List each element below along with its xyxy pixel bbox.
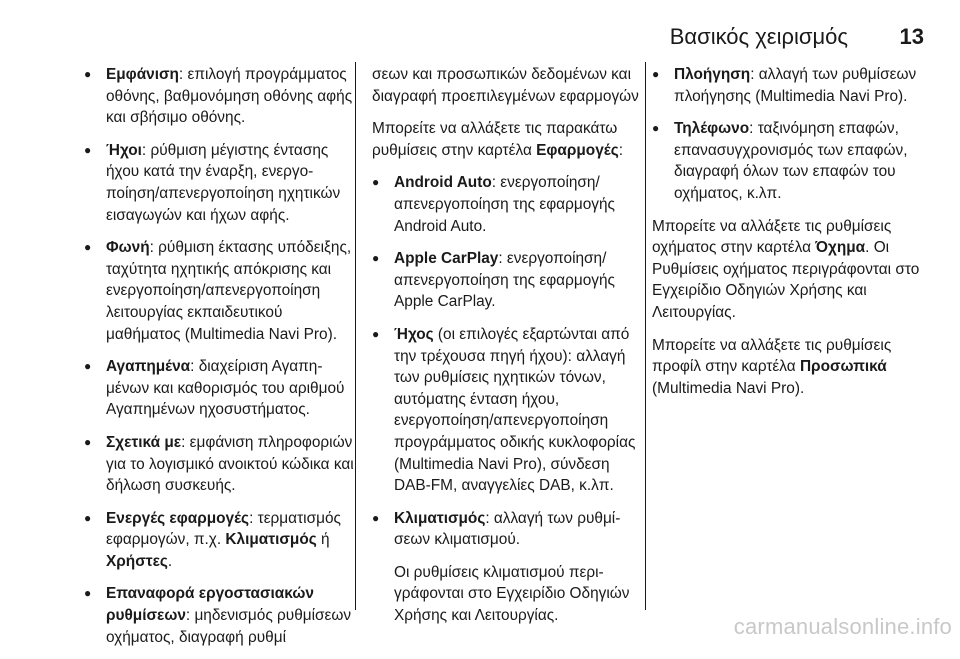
term-display: Εμφάνιση [106,66,179,83]
para-text: Μπορείτε να αλλάξετε τις ρυθμίσεις προφίλ στην καρτέλα [652,336,892,376]
item-text: : τερματισμός εφαρμογών, π.χ. [106,509,341,549]
item-text: : ρύθμιση μέγιστης έντασης ήχου κατά την έναρξη, ενεργοποίηση/απενεργοποίηση ηχητικών εισαγωγών και ήχων αφής. [106,141,341,224]
list-item-sounds [84,140,354,226]
item-text: . [167,552,173,570]
para-text: (Multimedia Navi Pro). [652,379,805,397]
text-column-1 [84,64,354,659]
section-title: Βασικός χειρισμός [669,24,848,49]
list-item-navigation [652,64,932,107]
term-users: Χρήστες [106,552,168,570]
continuation-text: σεων και προσωπικών δεδομένων και διαγραφή προεπιλεγμένων εφαρμογών [372,66,639,105]
item-text: : αλλαγή των ρυθμίσεων κλιματισμού. [394,509,621,549]
term-factory-reset: Επαναφορά εργοστασιακών ρυθμίσεων [106,585,314,625]
apps-intro [372,118,642,161]
text-column-3 [652,64,932,410]
column-divider-right [645,62,646,610]
text-column-2 [372,64,642,638]
term-audio: Ήχος [394,325,434,343]
list-item-about [84,432,354,497]
term-apps: Εφαρμογές [536,141,619,159]
term-apple-carplay: Apple CarPlay [394,250,499,268]
profile-settings-paragraph [652,335,932,400]
list-item-phone [652,118,932,204]
column-divider-left [355,62,356,610]
item-text: : διαχείριση Αγαπημένων και καθορισμός του αριθμού Αγαπημένων ηχοσυστήματος. [106,358,345,419]
item-text: : εμφάνιση πληροφοριών για το λογισμικό ανοικτού κώδικα και δήλωση συσκευής. [106,433,354,495]
term-about: Σχετικά με [106,433,182,451]
term-phone: Τηλέφωνο [674,120,750,138]
term-sounds: Ήχοι [106,141,142,159]
term-running-apps: Ενεργές εφαρμογές [106,509,250,527]
list-item-audio [372,324,642,497]
list-item-favourites [84,356,354,421]
list-item-running-apps [84,508,354,573]
page-number: 13 [899,24,924,49]
item-text: : ρύθμιση έκτασης υπόδειξης, ταχύτητα ηχητικής απόκρισης και ενεργοποίηση/απενεργοποίηση λειτουργίας εκπαιδευτικού μαθήματος (Multimedia Navi Pro). [106,239,352,343]
vehicle-settings-paragraph [652,216,932,324]
list-item-android-auto [372,172,642,237]
term-favourites: Αγαπημένα [106,358,191,376]
term-climate: Κλιματισμός [394,509,486,527]
list-item-climate [372,508,642,627]
list-item-display [84,64,354,129]
para-text: Μπορείτε να αλλάξετε τις ρυθμίσεις οχήματος στην καρτέλα [652,217,892,257]
list-item-apple-carplay [372,248,642,313]
term-voice: Φωνή [106,239,150,257]
item-text: : ενεργοποίηση/ απενεργοποίηση της εφαρμογής Android Auto. [394,174,615,235]
term-navigation: Πλοήγηση [674,66,751,83]
climate-note: Οι ρυθμίσεις κλιματισμού περιγράφονται στο Εγχειρίδιο Οδηγιών Χρήσης και Λειτουργίας. [394,563,630,625]
list-item-factory-reset [84,583,354,648]
term-vehicle: Όχημα [815,239,866,257]
item-text: : μηδενισμός ρυθμίσεων οχήματος, διαγραφή ρυθμί [106,607,352,646]
item-text: : επιλογή προγράμματος οθόνης, βαθμονόμηση οθόνης αφής και σβήσιμο οθόνης. [106,66,353,127]
item-text: : αλλαγή των ρυθμίσεων πλοήγησης (Multimedia Navi Pro). [674,66,917,105]
intro-text: Μπορείτε να αλλάξετε τις παρακάτω ρυθμίσεις στην καρτέλα [372,120,618,159]
item-text: : ενεργοποίηση/ απενεργοποίηση της εφαρμογής Apple CarPlay. [394,250,615,311]
term-android-auto: Android Auto [394,174,492,192]
term-personal: Προσωπικά [799,358,887,376]
para-text: . Οι Ρυθμίσεις οχήματος περιγράφονται στο Εγχειρίδιο Οδηγιών Χρήσης και Λειτουργίας. [652,239,920,321]
page-header [0,22,960,52]
item-text: : ταξινόμηση επαφών, επανασυγχρονισμός των επαφών, διαγραφή όλων των επαφών του οχήματος, κ.λπ. [674,120,908,202]
item-text: ή [316,531,330,549]
watermark-text: carmanualsonline.info [733,614,952,639]
item-text: (οι επιλογές εξαρτώνται από την τρέχουσα πηγή ήχου): αλλαγή των ρυθμίσεις ηχητικών τόνων, αυτόματης ένταση ήχου, ενεργοποίηση/απενεργοποίηση προγράμματος οδικής κυκλοφορίας (Multimedia Navi Pro), σύνδεση DAB-FM, αναγγελίες DAB, κ.λπ. [394,325,636,495]
list-item-voice [84,237,354,345]
intro-end: : [618,141,623,159]
term-climate: Κλιματισμός [225,531,317,549]
